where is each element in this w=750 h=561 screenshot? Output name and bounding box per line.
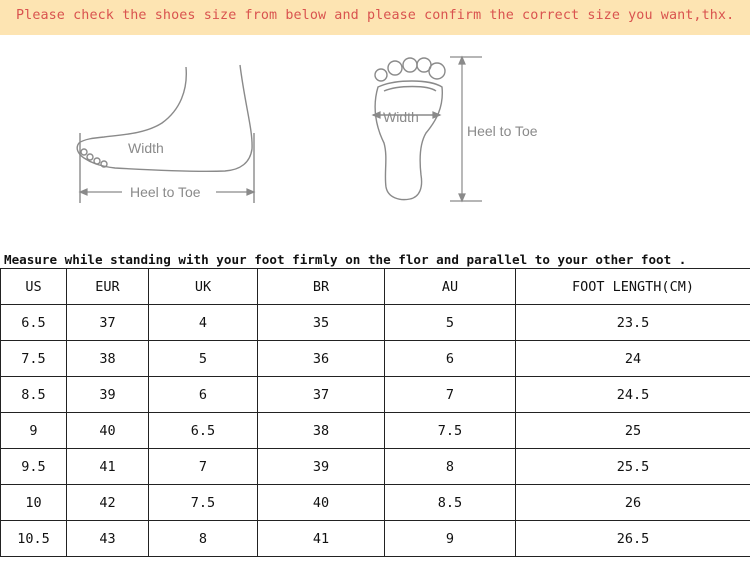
table-row [1,413,750,449]
cell-uk: 6.5 [149,413,258,449]
header-au: AU [385,269,516,305]
cell-foot-length: 24 [516,341,750,377]
cell-br: 38 [258,413,385,449]
cell-foot-length: 24.5 [516,377,750,413]
sole-icon [373,58,445,200]
cell-uk: 7 [149,449,258,485]
side-heel-to-toe-label: Heel to Toe [130,184,201,200]
cell-br: 36 [258,341,385,377]
cell-uk: 8 [149,521,258,557]
sole-heel-to-toe-label: Heel to Toe [467,123,538,139]
foot-measurement-illustration [0,35,750,235]
header-us: US [1,269,67,305]
side-foot-icon [77,65,254,203]
cell-us: 10.5 [1,521,67,557]
cell-au: 8.5 [385,485,516,521]
cell-br: 40 [258,485,385,521]
cell-br: 41 [258,521,385,557]
cell-us: 6.5 [1,305,67,341]
cell-uk: 4 [149,305,258,341]
cell-us: 10 [1,485,67,521]
cell-foot-length: 25.5 [516,449,750,485]
side-width-label: Width [128,140,164,156]
cell-uk: 7.5 [149,485,258,521]
cell-au: 9 [385,521,516,557]
cell-au: 7.5 [385,413,516,449]
table-row [1,377,750,413]
cell-foot-length: 25 [516,413,750,449]
cell-us: 9 [1,413,67,449]
top-banner [0,0,750,35]
header-uk: UK [149,269,258,305]
cell-eur: 40 [67,413,149,449]
header-foot-length: FOOT LENGTH(CM) [516,269,750,305]
cell-foot-length: 26.5 [516,521,750,557]
cell-eur: 41 [67,449,149,485]
cell-au: 8 [385,449,516,485]
table-row [1,341,750,377]
table-row [1,449,750,485]
cell-eur: 42 [67,485,149,521]
foot-diagrams [0,35,750,235]
measuring-instruction: Measure while standing with your foot firmly on the flor and parallel to your other foot . [4,252,687,267]
cell-au: 5 [385,305,516,341]
cell-uk: 6 [149,377,258,413]
cell-au: 6 [385,341,516,377]
cell-us: 8.5 [1,377,67,413]
table-row [1,305,750,341]
banner-text: Please check the shoes size from below and please confirm the correct size you want,thx. [16,8,735,23]
cell-eur: 37 [67,305,149,341]
cell-uk: 5 [149,341,258,377]
sole-width-label: Width [383,109,419,125]
cell-us: 9.5 [1,449,67,485]
cell-br: 35 [258,305,385,341]
cell-br: 37 [258,377,385,413]
cell-br: 39 [258,449,385,485]
header-br: BR [258,269,385,305]
table-header-row [1,269,750,305]
cell-eur: 39 [67,377,149,413]
table-row [1,485,750,521]
cell-au: 7 [385,377,516,413]
cell-eur: 43 [67,521,149,557]
cell-eur: 38 [67,341,149,377]
cell-us: 7.5 [1,341,67,377]
sole-heel-to-toe-arrow [373,57,482,201]
cell-foot-length: 23.5 [516,305,750,341]
cell-foot-length: 26 [516,485,750,521]
header-eur: EUR [67,269,149,305]
size-chart-table [0,268,750,557]
table-row [1,521,750,557]
